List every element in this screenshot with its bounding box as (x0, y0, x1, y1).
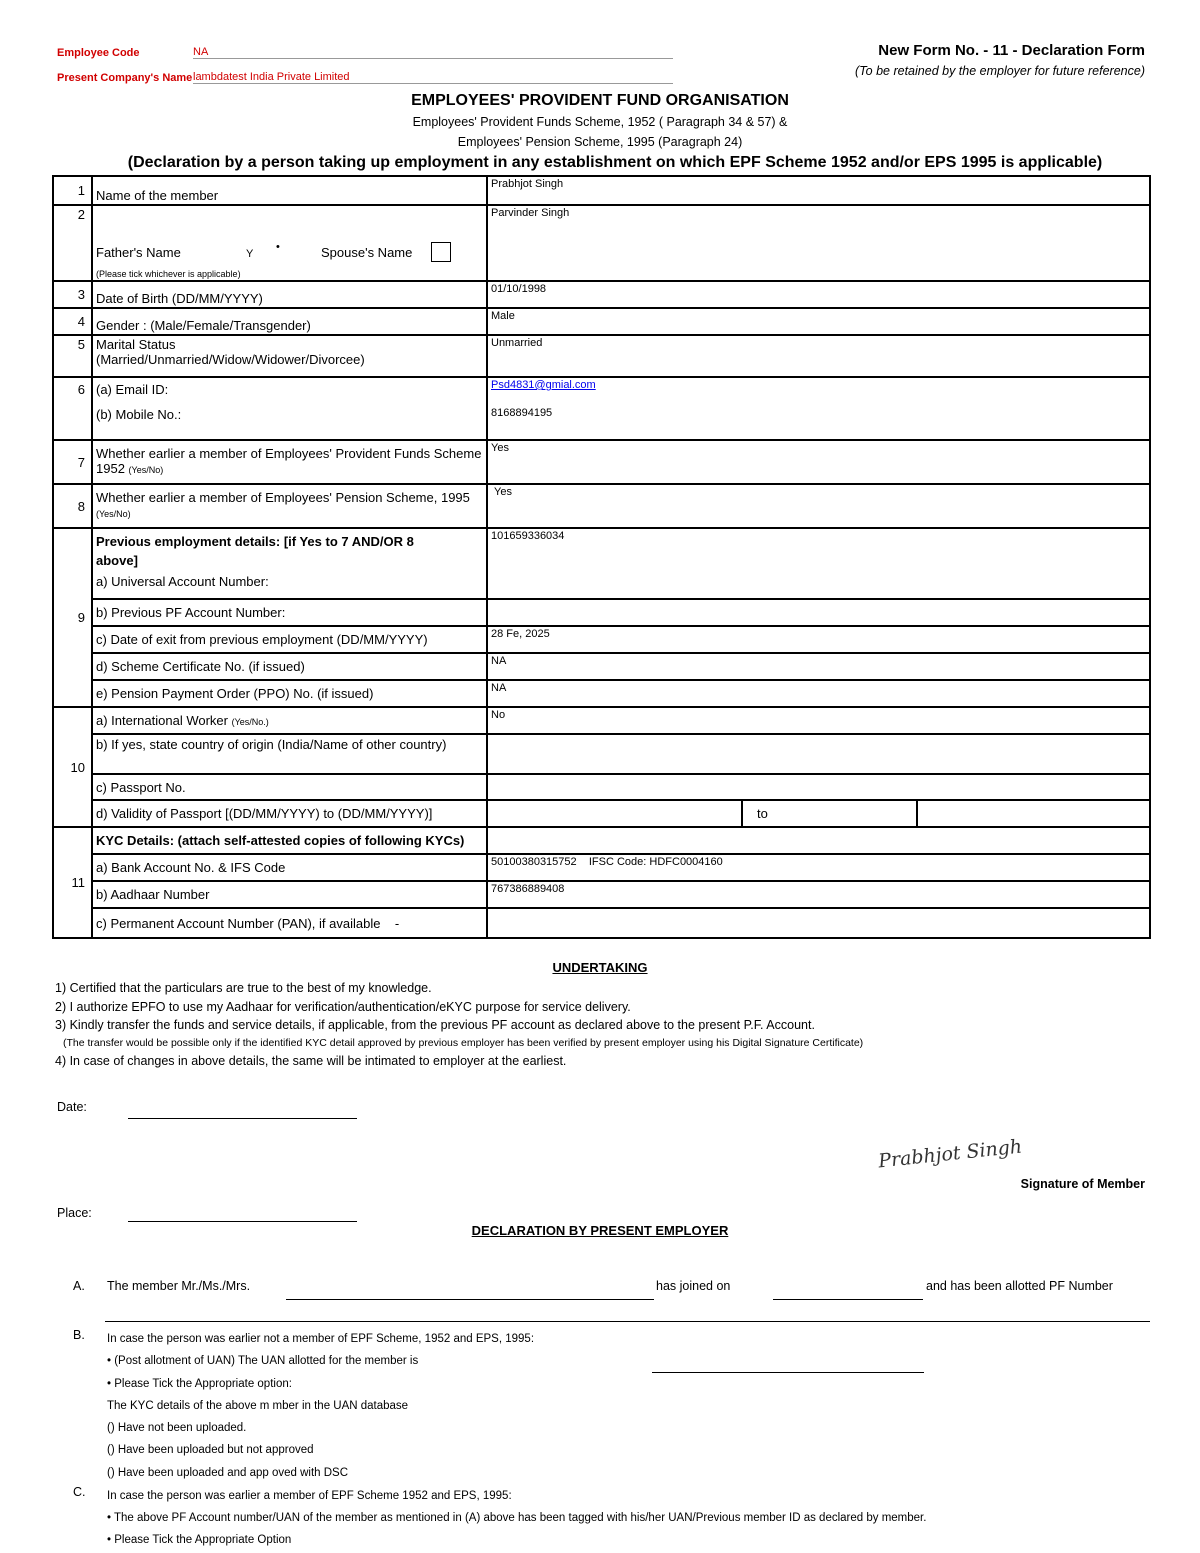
row-number: 6 (53, 377, 92, 440)
undertaking-title: UNDERTAKING (552, 960, 648, 975)
scheme-certificate-label: d) Scheme Certificate No. (if issued) (92, 653, 487, 680)
aadhaar-label: b) Aadhaar Number (92, 881, 487, 908)
pf-number-line[interactable] (105, 1321, 1150, 1322)
member-name-value[interactable]: Prabhjot Singh (487, 176, 1150, 205)
member-signature: Prabhjot Singh (877, 1135, 1024, 1173)
company-name-label: Present Company's Name (57, 72, 193, 84)
section-a-text: The member Mr./Ms./Mrs. (107, 1279, 251, 1293)
tick-option-text-c: • Please Tick the Appropriate Option (107, 1534, 292, 1546)
email-value[interactable]: Psd4831@gmial.com (491, 379, 596, 391)
international-worker-label: a) International Worker (96, 713, 228, 728)
country-origin-label: b) If yes, state country of origin (India/Name of other country) (92, 734, 487, 774)
email-label: (a) Email ID: (96, 382, 169, 397)
row-number: 11 (53, 827, 92, 938)
scheme-certificate-value[interactable]: NA (487, 653, 1150, 680)
passport-validity-label: d) Validity of Passport [(DD/MM/YYYY) to (DD/MM/YYYY)] (92, 800, 487, 827)
undertaking-item-2: 2) I authorize EPFO to use my Aadhaar for verification/authentication/eKYC purpose for service delivery. (55, 999, 631, 1014)
undertaking-note: (The transfer would be possible only if the identified KYC detail approved by previous employer has been verified by present employer using his Digital Signature Certificate) (63, 1036, 864, 1049)
mobile-label: (b) Mobile No.: (96, 407, 182, 422)
kyc-details-text: The KYC details of the above m mber in the UAN database (107, 1399, 409, 1412)
section-c-block (107, 1485, 926, 1551)
ppo-value[interactable]: NA (487, 680, 1150, 707)
option-uploaded-approved[interactable]: () Have been uploaded and app oved with DSC (107, 1466, 349, 1479)
section-a-mark: A. (73, 1279, 85, 1293)
bank-account-value[interactable]: 50100380315752 IFSC Code: HDFC0004160 (487, 854, 1150, 881)
place-label: Place: (57, 1206, 92, 1220)
passport-valid-to[interactable] (917, 800, 1150, 827)
y-mark: Y (246, 248, 254, 260)
marital-status-label: Marital Status (96, 337, 176, 352)
employee-code-label: Employee Code (57, 47, 140, 59)
country-origin-value[interactable] (487, 734, 1150, 774)
aadhaar-value[interactable]: 767386889408 (487, 881, 1150, 908)
pf-tagged-text: • The above PF Account number/UAN of the member as mentioned in (A) above has been tagged with his/her UAN/Previous member ID as declared by member. (107, 1512, 927, 1524)
option-uploaded-not-approved[interactable]: () Have been uploaded but not approved (107, 1444, 314, 1457)
passport-no-label: c) Passport No. (92, 774, 487, 800)
row-member-name (53, 176, 1150, 205)
uan-allotted-line[interactable] (652, 1372, 924, 1373)
gender-label: Gender : (Male/Female/Transgender) (92, 308, 487, 335)
exit-date-label: c) Date of exit from previous employment (DD/MM/YYYY) (92, 626, 487, 653)
uan-value[interactable]: 101659336034 (487, 528, 1150, 599)
passport-no-value[interactable] (487, 774, 1150, 800)
marital-status-options: (Married/Unmarried/Widow/Widower/Divorcee) (96, 352, 365, 367)
father-name-label: Father's Name (96, 245, 181, 260)
spouse-name-label: Spouse's Name (321, 245, 413, 260)
undertaking-item-1: 1) Certified that the particulars are true to the best of my knowledge. (55, 981, 432, 995)
passport-valid-from[interactable] (487, 800, 742, 827)
eps-member-value[interactable]: Yes (487, 484, 1150, 528)
eps-member-label: Whether earlier a member of Employees' Pension Scheme, 1995 (96, 490, 470, 505)
allotted-pf-text: and has been allotted PF Number (926, 1279, 1113, 1293)
row-number: 2 (53, 205, 92, 281)
joined-date-line[interactable] (773, 1299, 923, 1300)
place-line[interactable] (128, 1221, 357, 1222)
bullet-mark: • (276, 241, 280, 253)
company-name-value: lambdatest India Private Limited (193, 71, 673, 84)
yes-no-hint: (Yes/No) (128, 465, 164, 475)
exit-date-value[interactable]: 28 Fe, 2025 (487, 626, 1150, 653)
previous-employment-heading: Previous employment details: [if Yes to 7 AND/OR 8 above] (96, 534, 414, 568)
joined-on-text: has joined on (656, 1279, 731, 1293)
scheme-line-1: Employees' Provident Funds Scheme, 1952 ( Paragraph 34 & 57) & (412, 115, 788, 129)
section-b-text: In case the person was earlier not a member of EPF Scheme, 1952 and EPS, 1995: (107, 1333, 535, 1345)
declaration-form-table (52, 175, 1151, 939)
section-b-block (107, 1328, 534, 1484)
epf-member-value[interactable]: Yes (487, 440, 1150, 484)
row-father-spouse (53, 205, 1150, 281)
yes-no-hint: (Yes/No) (96, 509, 131, 519)
declaration-heading: (Declaration by a person taking up employment in any establishment on which EPF Scheme 1952 and/or EPS 1995 is applicable) (127, 154, 1103, 171)
row-number: 1 (53, 176, 92, 205)
ppo-label: e) Pension Payment Order (PPO) No. (if issued) (92, 680, 487, 707)
date-line[interactable] (128, 1118, 357, 1119)
signature-label: Signature of Member (1020, 1177, 1145, 1191)
row-number: 9 (53, 528, 92, 707)
org-title: EMPLOYEES' PROVIDENT FUND ORGANISATION (411, 92, 789, 109)
kyc-heading-value (487, 827, 1150, 854)
member-name-label: Name of the member (92, 176, 487, 205)
form-title: New Form No. - 11 - Declaration Form (878, 42, 1145, 59)
form-subtitle: (To be retained by the employer for future reference) (855, 64, 1145, 78)
row-number: 10 (53, 707, 92, 827)
pan-value[interactable] (487, 908, 1150, 938)
section-c-mark: C. (73, 1485, 86, 1499)
date-label: Date: (57, 1100, 87, 1114)
section-b-mark: B. (73, 1328, 85, 1342)
yes-no-hint: (Yes/No.) (231, 717, 269, 727)
dob-value[interactable]: 01/10/1998 (487, 281, 1150, 308)
row-number: 8 (53, 484, 92, 528)
row-number: 4 (53, 308, 92, 335)
tick-option-text: • Please Tick the Appropriate option: (107, 1377, 292, 1390)
employee-code-value: NA (193, 46, 673, 59)
spouse-tick-box[interactable] (431, 242, 451, 262)
tick-note: (Please tick whichever is applicable) (96, 269, 241, 279)
marital-status-value[interactable]: Unmarried (487, 335, 1150, 377)
pan-label: c) Permanent Account Number (PAN), if available - (92, 908, 487, 938)
bank-account-label: a) Bank Account No. & IFS Code (92, 854, 487, 881)
previous-pf-account-label: b) Previous PF Account Number: (92, 599, 487, 626)
gender-value[interactable]: Male (487, 308, 1150, 335)
row-number: 5 (53, 335, 92, 377)
undertaking-list (55, 979, 863, 1070)
epf-member-label: Whether earlier a member of Employees' Provident Funds Scheme 1952 (96, 446, 482, 476)
undertaking-item-4: 4) In case of changes in above details, the same will be intimated to employer at the earliest. (55, 1053, 567, 1068)
undertaking-item-3: 3) Kindly transfer the funds and service details, if applicable, from the previous PF account as declared above to the present P.F. Account. (55, 1018, 815, 1032)
uan-allotted-text: • (Post allotment of UAN) The UAN allotted for the member is (107, 1355, 419, 1368)
previous-pf-account-value[interactable] (487, 599, 1150, 626)
kyc-heading: KYC Details: (attach self-attested copies of following KYCs) (96, 833, 465, 848)
uan-label: a) Universal Account Number: (96, 574, 269, 589)
row-number: 7 (53, 440, 92, 484)
mobile-value[interactable]: 8168894195 (491, 407, 553, 419)
row-number: 3 (53, 281, 92, 308)
option-not-uploaded[interactable]: () Have not been uploaded. (107, 1422, 247, 1435)
father-name-value[interactable]: Parvinder Singh (487, 205, 1150, 281)
member-name-line[interactable] (286, 1299, 654, 1300)
dob-label: Date of Birth (DD/MM/YYYY) (92, 281, 487, 308)
passport-to-label: to (742, 800, 917, 827)
scheme-line-2: Employees' Pension Scheme, 1995 (Paragraph 24) (457, 135, 743, 149)
employer-declaration-title: DECLARATION BY PRESENT EMPLOYER (471, 1223, 729, 1238)
section-c-text: In case the person was earlier a member of EPF Scheme 1952 and EPS, 1995: (107, 1490, 512, 1502)
international-worker-value[interactable]: No (487, 707, 1150, 734)
